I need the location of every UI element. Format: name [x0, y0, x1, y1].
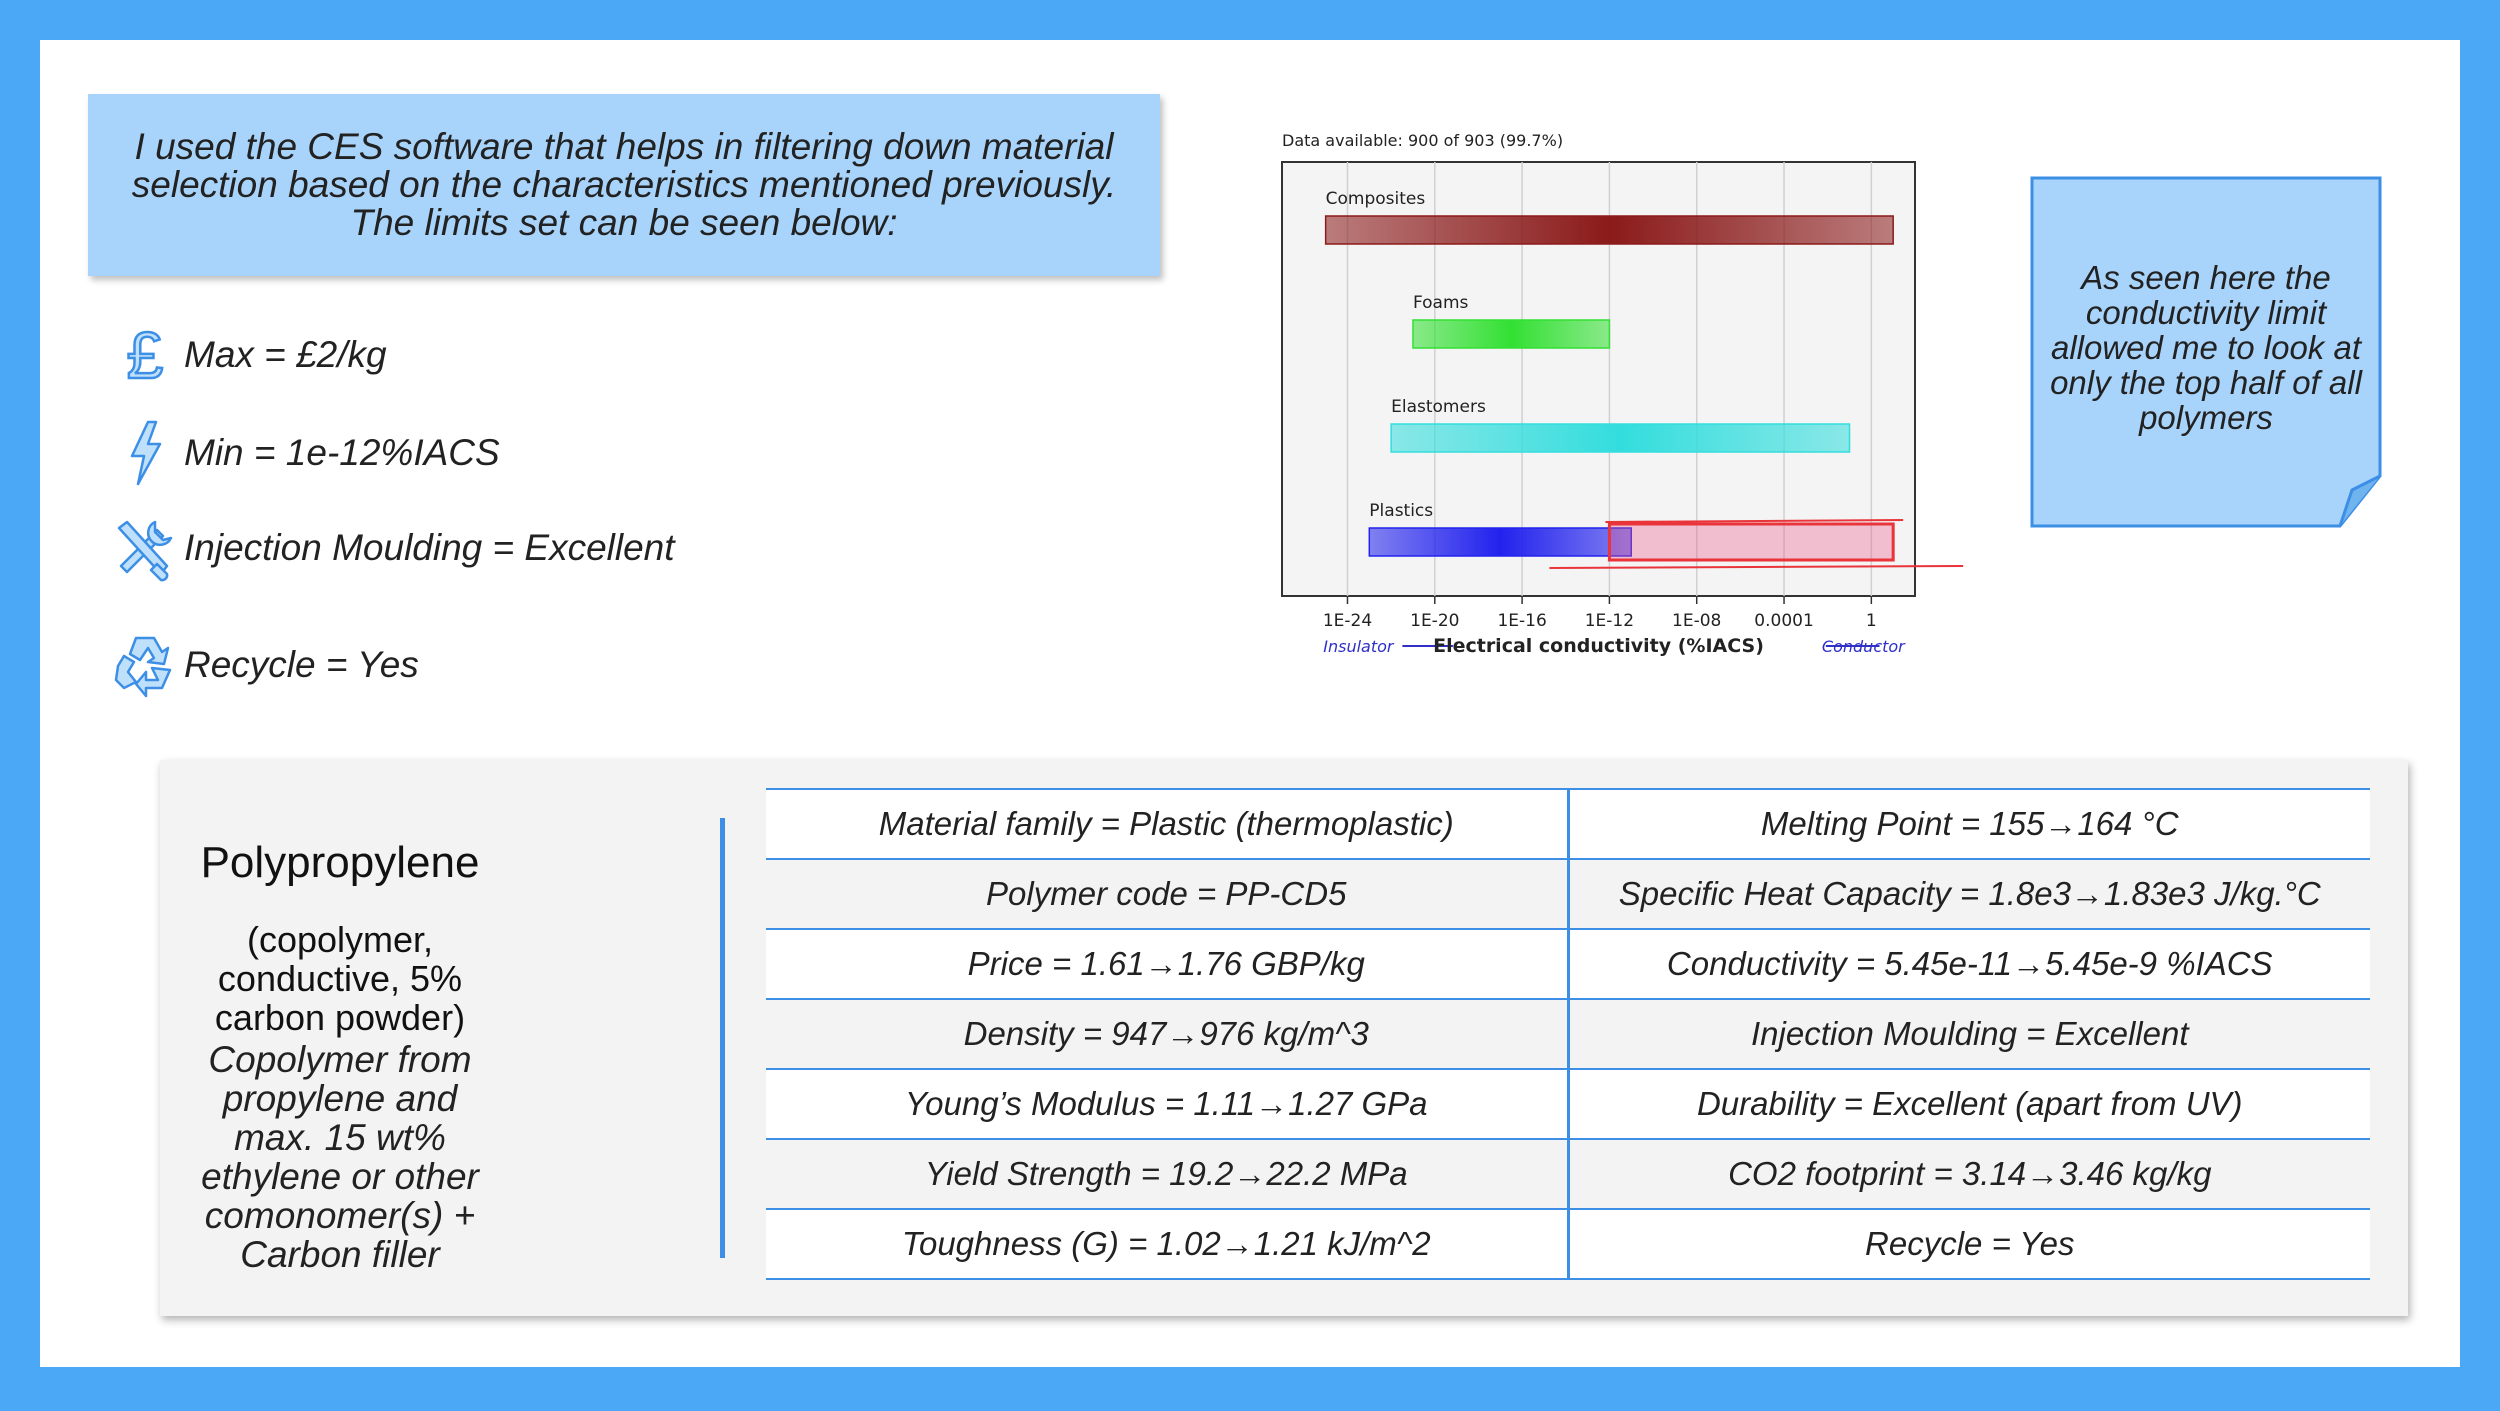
highlight-region	[1609, 524, 1893, 560]
category-label: Elastomers	[1391, 397, 1486, 417]
chart-svg	[1230, 86, 1970, 666]
property-cell: Young’s Modulus = 1.11→1.27 GPa	[766, 1069, 1568, 1139]
range-bar	[1413, 320, 1609, 348]
table-row	[766, 789, 2370, 859]
material-panel	[160, 760, 2408, 1316]
x-axis-label: Electrical conductivity (%IACS)	[1433, 635, 1764, 657]
property-cell: Density = 947→976 kg/m^3	[766, 999, 1568, 1069]
slide	[40, 40, 2460, 1367]
x-tick-label: 1E-20	[1410, 611, 1460, 631]
right-annotation: Conductor	[1821, 637, 1905, 656]
x-tick-label: 1E-08	[1672, 611, 1722, 631]
property-cell: Melting Point = 155→164 °C	[1568, 789, 2370, 859]
table-row	[766, 1069, 2370, 1139]
properties-table	[766, 788, 2370, 1280]
x-tick-label: 1E-16	[1497, 611, 1547, 631]
property-cell: Yield Strength = 19.2→22.2 MPa	[766, 1139, 1568, 1209]
range-bar	[1369, 528, 1631, 556]
property-cell: Recycle = Yes	[1568, 1209, 2370, 1279]
property-cell: Durability = Excellent (apart from UV)	[1568, 1069, 2370, 1139]
table-row	[766, 929, 2370, 999]
x-tick-label: 1	[1865, 611, 1877, 631]
lightning-icon	[110, 418, 180, 488]
pound-icon	[110, 320, 180, 390]
property-cell: Toughness (G) = 1.02→1.21 kJ/m^2	[766, 1209, 1568, 1279]
x-tick-label: 0.0001	[1754, 611, 1814, 631]
range-bar	[1326, 216, 1894, 244]
sticky-note	[2030, 176, 2382, 528]
table-row	[766, 1209, 2370, 1279]
criterion-moulding	[110, 513, 810, 583]
table-row	[766, 1139, 2370, 1209]
property-cell: Polymer code = PP-CD5	[766, 859, 1568, 929]
criterion-recycle	[110, 630, 810, 700]
criterion-moulding-text: Injection Moulding = Excellent	[184, 527, 675, 568]
material-name: Polypropylene	[200, 838, 480, 887]
property-cell: Injection Moulding = Excellent	[1568, 999, 2370, 1069]
left-annotation: Insulator	[1323, 637, 1394, 656]
property-cell: CO2 footprint = 3.14→3.46 kg/kg	[1568, 1139, 2370, 1209]
category-label: Composites	[1325, 189, 1426, 209]
x-tick-label: 1E-12	[1584, 611, 1635, 631]
table-row	[766, 859, 2370, 929]
material-description: Copolymer from propylene and max. 15 wt% ethylene or other comonomer(s) + Carbon filler	[201, 1039, 479, 1275]
recycle-icon	[110, 630, 180, 700]
criterion-price-text: Max = £2/kg	[184, 334, 387, 375]
criterion-price	[110, 320, 810, 390]
material-subtitle: (copolymer, conductive, 5% carbon powder)	[214, 919, 466, 1038]
sticky-note-text: As seen here the conductivity limit allowed me to look at only the top half of all polymers	[2050, 258, 2362, 436]
chart-header-note: Data available: 900 of 903 (99.7%)	[1282, 131, 1564, 150]
x-tick-label: 1E-24	[1322, 611, 1373, 631]
category-label: Foams	[1412, 293, 1469, 313]
conductivity-chart	[1230, 86, 1970, 666]
property-cell: Price = 1.61→1.76 GBP/kg	[766, 929, 1568, 999]
svg-text:£: £	[126, 320, 164, 390]
tools-icon	[110, 513, 180, 583]
intro-box	[88, 94, 1160, 276]
criterion-conductivity-text: Min = 1e-12%IACS	[184, 432, 500, 473]
criterion-conductivity	[110, 418, 810, 488]
property-cell: Specific Heat Capacity = 1.8e3→1.83e3 J/kg.°C	[1568, 859, 2370, 929]
property-cell: Conductivity = 5.45e-11→5.45e-9 %IACS	[1568, 929, 2370, 999]
criterion-recycle-text: Recycle = Yes	[184, 644, 419, 685]
category-label: Plastics	[1369, 501, 1434, 521]
intro-text: I used the CES software that helps in filtering down material selection based on the characteristics mentioned previously. The limits set can be seen below:	[131, 126, 1117, 243]
property-cell: Material family = Plastic (thermoplastic)	[766, 789, 1568, 859]
range-bar	[1391, 424, 1849, 452]
table-row	[766, 999, 2370, 1069]
panel-divider	[720, 818, 725, 1258]
